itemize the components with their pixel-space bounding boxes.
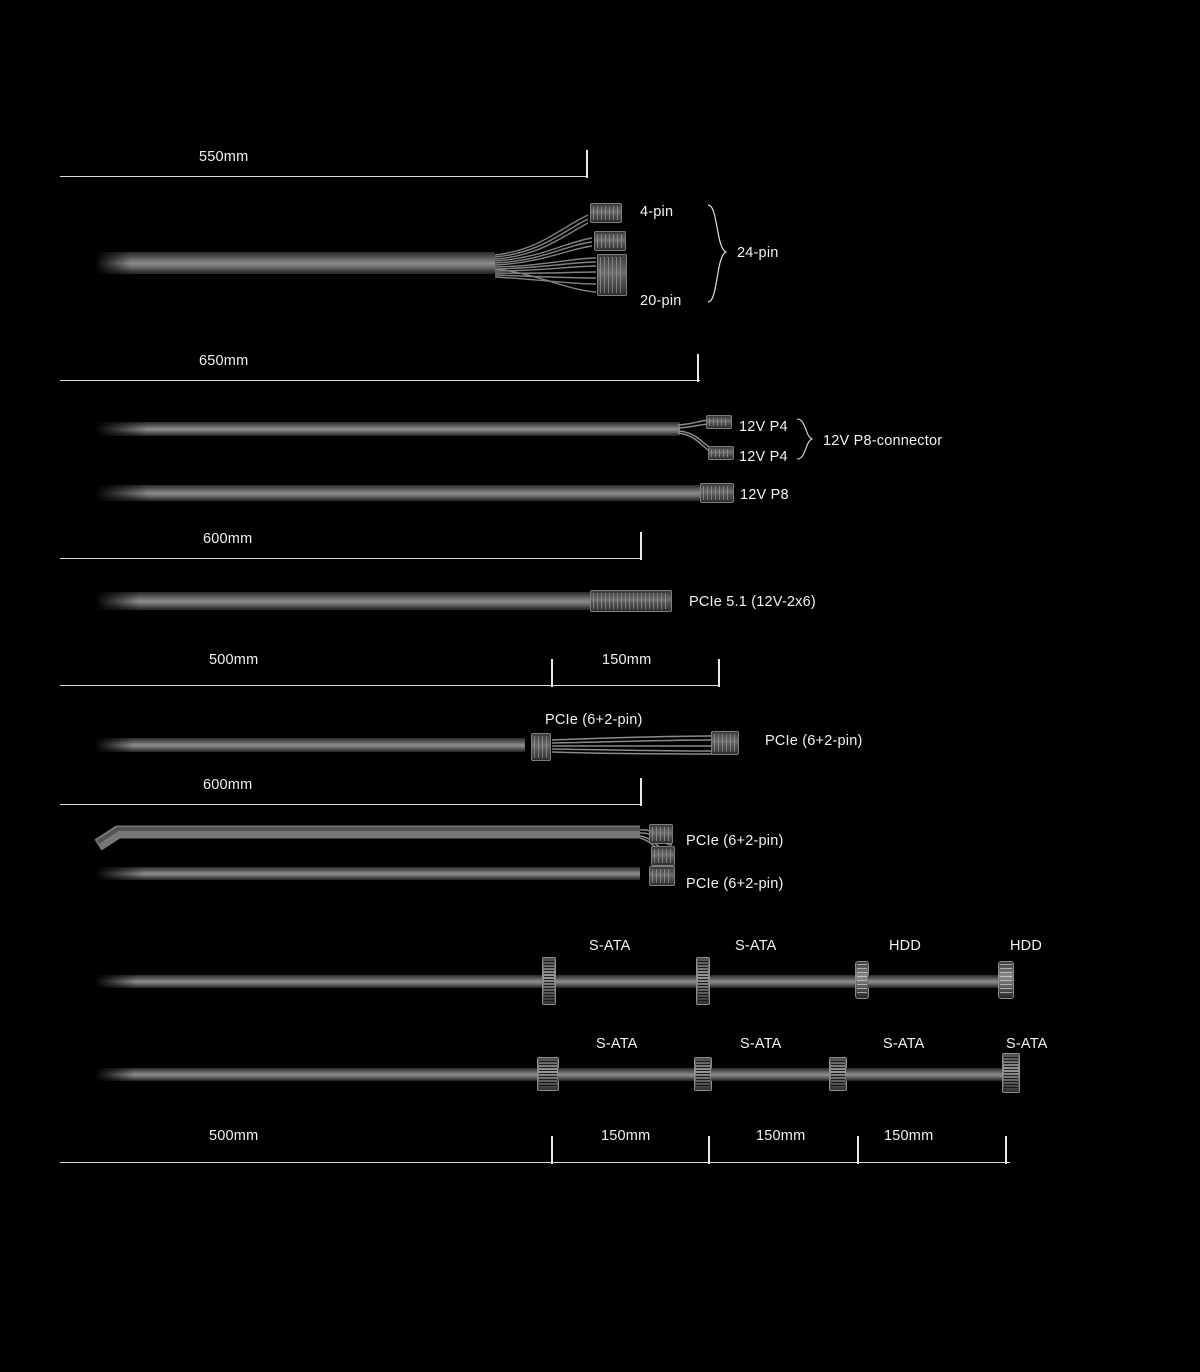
dimension-label-550: 550mm	[199, 149, 249, 165]
cable-eps-split-body	[95, 422, 680, 436]
connector-pcie-dual-upper	[649, 824, 673, 844]
cable-sata-quad-seg3	[711, 1068, 831, 1081]
label-24-pin-group: 24-pin	[737, 245, 779, 261]
dimension-label-600-pcie-dual: 600mm	[203, 777, 253, 793]
label-20-pin: 20-pin	[640, 293, 682, 309]
dimension-tick-bottom-2	[708, 1136, 710, 1164]
cable-eps-single-body	[95, 485, 700, 501]
dimension-label-500-sata: 500mm	[209, 1128, 259, 1144]
connector-pcie-dual-upper2	[651, 846, 675, 866]
label-sata-hdd-1: S-ATA	[589, 938, 631, 954]
connector-atx-mid	[594, 231, 626, 251]
cable-pcie-dual-lower-body	[95, 867, 640, 880]
label-pcie-daisy-first: PCIe (6+2-pin)	[545, 712, 643, 728]
label-pcie-daisy-second: PCIe (6+2-pin)	[765, 733, 863, 749]
label-sata-hdd-2: S-ATA	[735, 938, 777, 954]
dimension-label-500-pcie: 500mm	[209, 652, 259, 668]
label-pcie-dual-lower: PCIe (6+2-pin)	[686, 876, 784, 892]
label-12v-p8: 12V P8	[740, 487, 789, 503]
connector-pcie-daisy-first	[531, 733, 551, 761]
label-12v-p4-upper: 12V P4	[739, 419, 788, 435]
dimension-label-600-pcie51: 600mm	[203, 531, 253, 547]
cable-pcie-daisy-body	[95, 738, 525, 752]
connector-sata-hdd-1	[542, 957, 556, 1005]
cable-sata-quad-seg2	[558, 1068, 695, 1081]
dimension-tick-bottom-4	[1005, 1136, 1007, 1164]
cable-sata-hdd-seg4	[868, 975, 1000, 988]
connector-atx-20pin	[597, 254, 627, 296]
dimension-label-150-sata-1: 150mm	[601, 1128, 651, 1144]
dimension-tick-650-end	[697, 354, 699, 382]
dimension-tick-500-pcie-mid	[551, 659, 553, 687]
label-sata-quad-1: S-ATA	[596, 1036, 638, 1052]
connector-12v-p4-upper	[706, 415, 732, 429]
label-pcie-dual-upper: PCIe (6+2-pin)	[686, 833, 784, 849]
cable-sata-hdd-body	[95, 975, 550, 988]
connector-sata-quad-1	[537, 1057, 559, 1091]
cable-atx-body	[95, 252, 495, 274]
cable-sata-hdd-seg3	[710, 975, 858, 988]
dimension-line-600-pcie-dual	[60, 804, 642, 805]
connector-sata-hdd-2	[696, 957, 710, 1005]
label-sata-quad-4: S-ATA	[1006, 1036, 1048, 1052]
connector-sata-quad-4	[1002, 1053, 1020, 1093]
dimension-tick-500-pcie-end	[718, 659, 720, 687]
connector-hdd-1	[855, 961, 869, 999]
dimension-tick-550-end	[586, 150, 588, 178]
dimension-label-650: 650mm	[199, 353, 249, 369]
label-sata-quad-2: S-ATA	[740, 1036, 782, 1052]
connector-pcie51	[590, 590, 672, 612]
dimension-line-500-pcie	[60, 685, 720, 686]
dimension-line-600-pcie51	[60, 558, 642, 559]
label-sata-hdd-3: HDD	[889, 938, 922, 954]
cable-sata-hdd-seg2	[556, 975, 702, 988]
dimension-line-650	[60, 380, 700, 381]
connector-12v-p4-lower	[708, 446, 734, 460]
connector-pcie-daisy-second	[711, 731, 739, 755]
connector-sata-quad-2	[694, 1057, 712, 1091]
dimension-label-150-sata-2: 150mm	[756, 1128, 806, 1144]
dimension-label-150-pcie: 150mm	[602, 652, 652, 668]
cable-pcie51-body	[95, 592, 590, 610]
label-sata-quad-3: S-ATA	[883, 1036, 925, 1052]
label-4-pin: 4-pin	[640, 204, 674, 220]
label-pcie51: PCIe 5.1 (12V-2x6)	[689, 594, 816, 610]
dimension-line-550	[60, 176, 588, 177]
connector-12v-p8	[700, 483, 734, 503]
connector-atx-4pin	[590, 203, 622, 223]
label-12v-p4-lower: 12V P4	[739, 449, 788, 465]
dimension-tick-600-pcie-dual-end	[640, 778, 642, 806]
dimension-label-150-sata-3: 150mm	[884, 1128, 934, 1144]
dimension-tick-bottom-3	[857, 1136, 859, 1164]
cable-sata-quad-seg4	[846, 1068, 1003, 1081]
label-sata-hdd-4: HDD	[1010, 938, 1043, 954]
dimension-line-bottom	[60, 1162, 1010, 1163]
dimension-tick-600-pcie51-end	[640, 532, 642, 560]
label-12v-p8-connector-group: 12V P8-connector	[823, 433, 943, 449]
connector-hdd-2	[998, 961, 1014, 999]
cable-sata-quad-body	[95, 1068, 537, 1081]
dimension-tick-bottom-1	[551, 1136, 553, 1164]
connector-pcie-dual-lower	[649, 866, 675, 886]
connector-sata-quad-3	[829, 1057, 847, 1091]
